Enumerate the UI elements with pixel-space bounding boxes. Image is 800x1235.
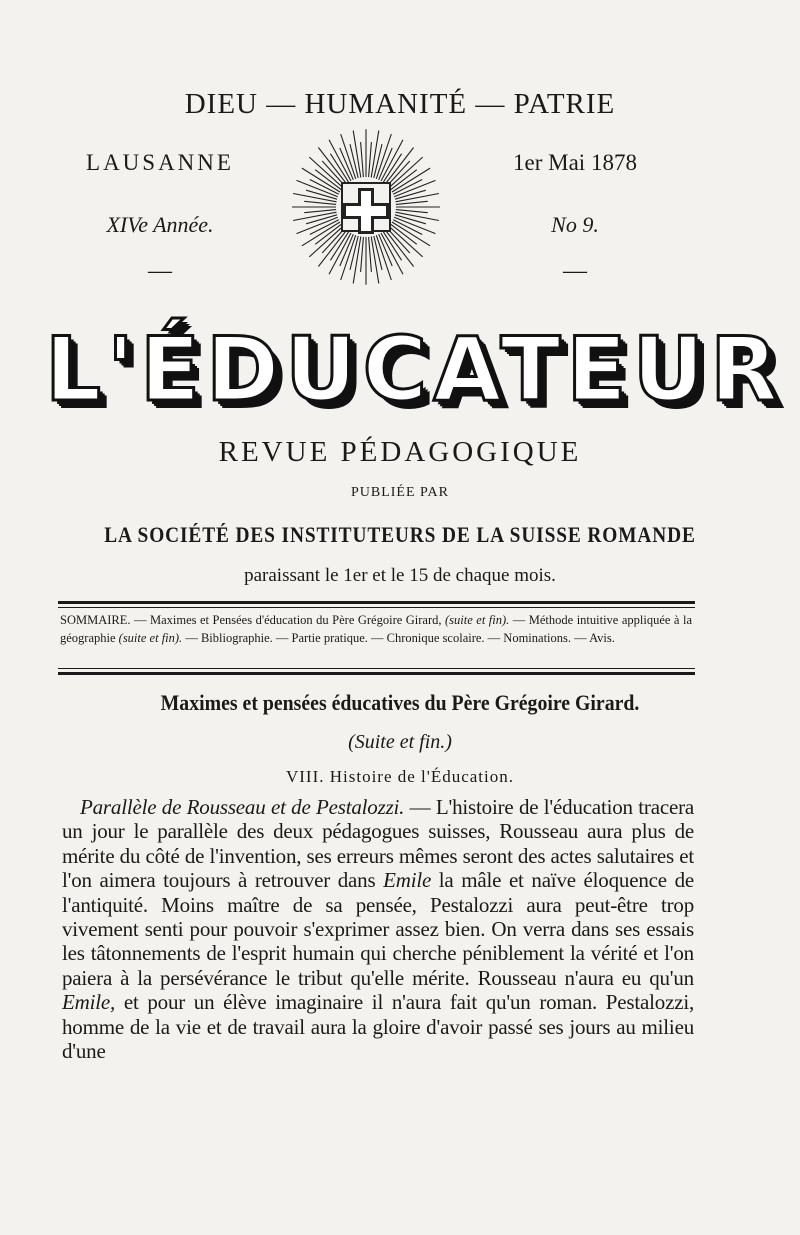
sommaire-part2-italic: (suite et fin). bbox=[118, 631, 183, 645]
article-text-b: la mâle et naïve éloquence de l'antiquité. Moins maître de sa pensée, Pestalozzi aura peut-être trop vivement senti pour pouvoir s'exprimer assez bien. On verra dans ses essais les tâtonnements de l'esprit humain qui cherche péniblement la vérité et l'on paiera à la persévérance le tribut qu'elle mérite. Rousseau n'aura eu qu'un bbox=[62, 868, 694, 990]
sommaire-part1: — Maximes et Pensées d'éducation du Père Grégoire Girard, bbox=[130, 613, 446, 627]
society-name: LA SOCIÉTÉ DES INSTITUTEURS DE LA SUISSE ROMANDE bbox=[104, 522, 696, 547]
article-emile-2: Emile, bbox=[62, 990, 116, 1015]
divider-top-thick bbox=[58, 601, 695, 604]
journal-title bbox=[45, 315, 784, 425]
journal-title-text: L'ÉDUCATEUR bbox=[45, 318, 784, 421]
journal-subtitle: REVUE PÉDAGOGIQUE bbox=[218, 436, 582, 468]
article-lead: Parallèle de Rousseau et de Pestalozzi. bbox=[80, 795, 405, 819]
divider-top-thin bbox=[58, 607, 695, 608]
article-body bbox=[62, 795, 694, 1063]
swiss-cross-emblem-icon bbox=[292, 128, 440, 288]
article-section-heading: VIII. Histoire de l'Éducation. bbox=[285, 767, 515, 786]
masthead-number: No 9. bbox=[551, 212, 599, 237]
published-by: PUBLIÉE PAR bbox=[350, 485, 449, 500]
masthead-dash-right: — bbox=[563, 258, 587, 284]
publication-frequency: paraissant le 1er et le 15 de chaque mois. bbox=[244, 565, 556, 586]
table-of-contents bbox=[60, 611, 692, 647]
article-title: Maximes et pensées éducatives du Père Grégoire Girard. bbox=[160, 690, 640, 715]
masthead-motto: DIEU — HUMANITÉ — PATRIE bbox=[184, 88, 616, 120]
sommaire-part3: — Bibliographie. — Partie pratique. — Chronique scolaire. — Nominations. — Avis. bbox=[182, 631, 615, 645]
masthead-date: 1er Mai 1878 bbox=[513, 150, 637, 175]
sommaire-part2: — Méthode intuitive appliquée à la géographie bbox=[60, 613, 692, 645]
sommaire-part1-italic: (suite et fin). bbox=[445, 613, 510, 627]
article-text-a: — L'histoire de l'éducation tracera un jour le parallèle des deux pédagogues suisses, Rousseau aura plus de mérite du côté de l'invention, ses erreurs mêmes seront des actes salutaires et l'on aimera toujours à retrouver dans bbox=[62, 795, 694, 893]
divider-bottom-thin bbox=[58, 668, 695, 669]
article-emile-1: Emile bbox=[383, 868, 432, 893]
divider-bottom-thick bbox=[58, 672, 695, 675]
masthead-city: LAUSANNE bbox=[86, 150, 234, 175]
sommaire-label: SOMMAIRE. bbox=[60, 613, 131, 627]
article-continuation: (Suite et fin.) bbox=[348, 731, 452, 753]
masthead-dash-left: — bbox=[148, 258, 172, 284]
article-text-c: et pour un élève imaginaire il n'aura fait qu'un roman. Pestalozzi, homme de la vie et de travail aura la gloire d'avoir passé ses jours au milieu d'une bbox=[62, 990, 694, 1064]
masthead-year: XIVe Année. bbox=[106, 212, 214, 237]
